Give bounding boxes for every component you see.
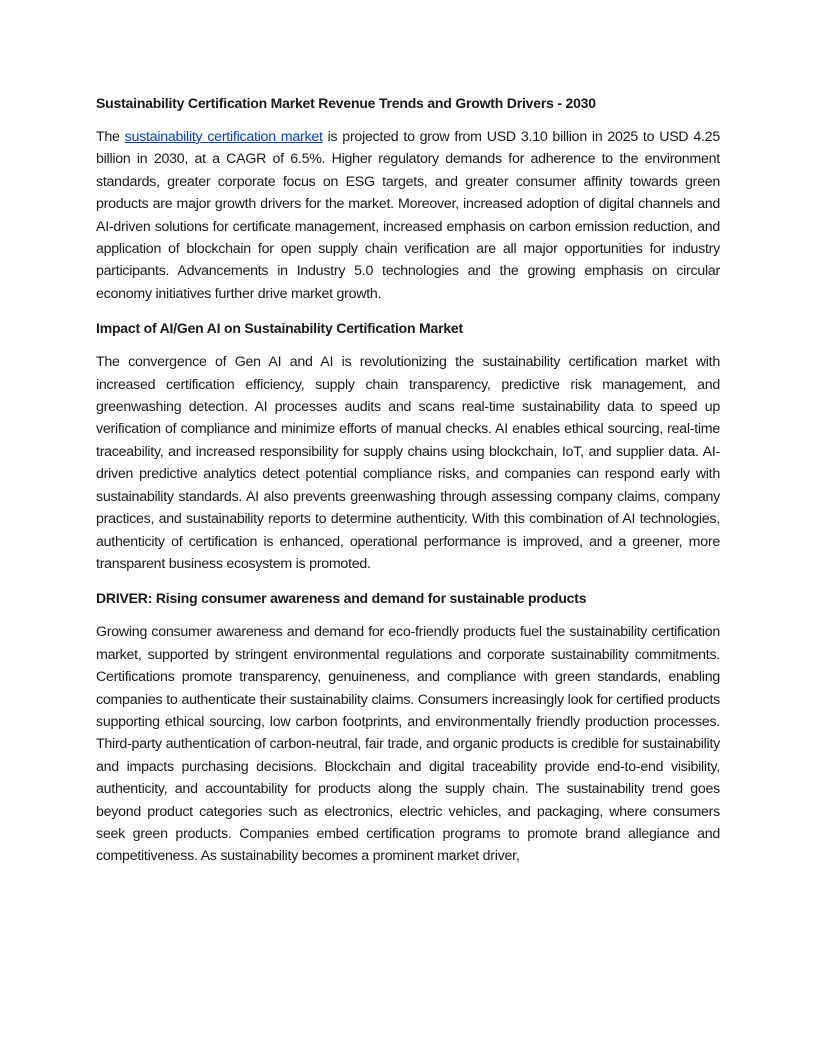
intro-paragraph (96, 126, 720, 305)
market-link[interactable]: sustainability certification market (124, 129, 323, 145)
intro-prefix: The (96, 129, 125, 145)
section-heading-ai-impact: Impact of AI/Gen AI on Sustainability Certification Market (96, 320, 463, 337)
section-body-driver: Growing consumer awareness and demand for eco-friendly products fuel the sustainability certification market, supported by stringent environmental regulations and corporate sustainability commitments. Certifications promote transparency, genuineness, and compliance with green standards, enabling companies to authenticate their sustainability claims. Consumers increasingly look for certified products supporting ethical sourcing, low carbon footprints, and environmentally friendly production processes. Third-party authentication of carbon-neutral, fair trade, and organic products is credible for sustainability and impacts purchasing decisions. Blockchain and digital traceability provide end-to-end visibility, authenticity, and accountability for products along the supply chain. The sustainability trend goes beyond product categories such as electronics, electric vehicles, and packaging, where consumers seek green products. Companies embed certification programs to promote brand allegiance and competitiveness. As sustainability becomes a prominent market driver, (96, 624, 720, 865)
section-body-ai-impact: The convergence of Gen AI and AI is revolutionizing the sustainability certification market with increased certification efficiency, supply chain transparency, predictive risk management, and greenwashing detection. AI processes audits and scans real-time sustainability data to speed up verification of compliance and minimize efforts of manual checks. AI enables ethical sourcing, real-time traceability, and increased responsibility for supply chains using blockchain, IoT, and supplier data. AI-driven predictive analytics detect potential compliance risks, and companies can respond early with sustainability standards. AI also prevents greenwashing through assessing company claims, company practices, and sustainability reports to determine authenticity. With this combination of AI technologies, authenticity of certification is enhanced, operational performance is improved, and a greener, more transparent business ecosystem is promoted. (96, 354, 720, 572)
intro-suffix: is projected to grow from USD 3.10 billion in 2025 to USD 4.25 billion in 2030, at a CAGR of 6.5%. Higher regulatory demands for adherence to the environment standards, greater corporate focus on ESG targets, and greater consumer affinity towards green products are major growth drivers for the market. Moreover, increased adoption of digital channels and AI-driven solutions for certificate management, increased emphasis on carbon emission reduction, and application of blockchain for open supply chain verification are all major opportunities for industry participants. Advancements in Industry 5.0 technologies and the growing emphasis on circular economy initiatives further drive market growth. (96, 129, 720, 302)
document-page (96, 92, 720, 880)
document-title: Sustainability Certification Market Revenue Trends and Growth Drivers - 2030 (96, 95, 596, 111)
section-heading-driver: DRIVER: Rising consumer awareness and demand for sustainable products (96, 590, 587, 607)
